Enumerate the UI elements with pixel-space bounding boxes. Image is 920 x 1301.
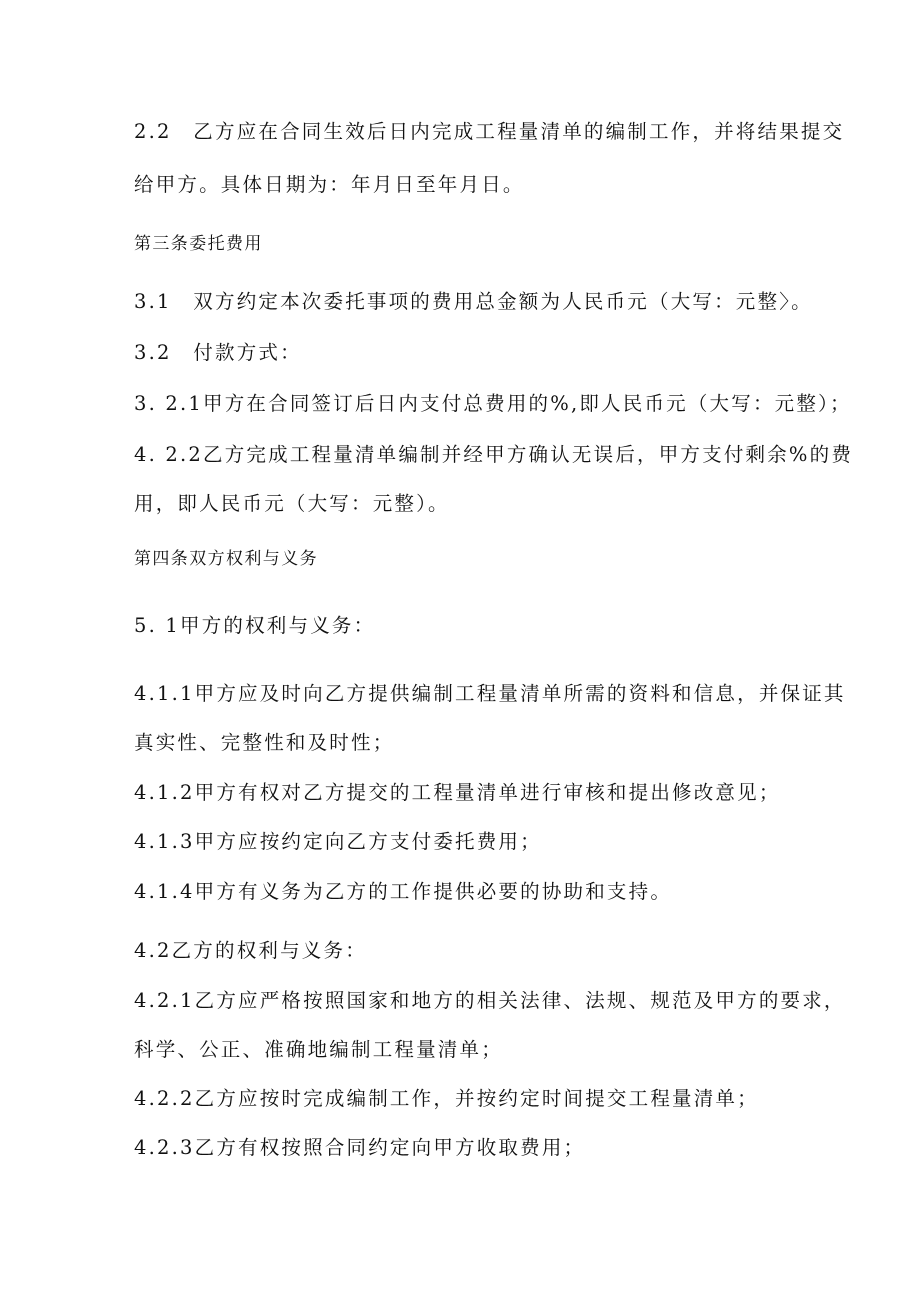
clause-4-2-2: 4.2.2乙方应按时完成编制工作，并按约定时间提交工程量清单；	[134, 1087, 759, 1110]
clause-2-2-line-2: 给甲方。具体日期为：年月日至年月日。	[134, 173, 525, 196]
clause-3-1: 3.1 双方约定本次委托事项的费用总金额为人民币元（大写：元整〉。	[134, 290, 813, 313]
article-3-heading: 第三条委托费用	[134, 234, 263, 254]
clause-4-1-heading: 5. 1甲方的权利与义务：	[134, 614, 376, 637]
clause-4-1-4: 4.1.4甲方有义务为乙方的工作提供必要的协助和支持。	[134, 880, 673, 903]
article-4-heading: 第四条双方权利与义务	[134, 549, 318, 569]
clause-3-2-2-line-2: 用，即人民币元（大写：元整）。	[134, 492, 450, 515]
clause-4-1-2: 4.1.2甲方有权对乙方提交的工程量清单进行审核和提出修改意见；	[134, 781, 781, 804]
clause-4-2-3: 4.2.3乙方有权按照合同约定向甲方收取费用；	[134, 1136, 586, 1159]
clause-4-2-1-line-2: 科学、公正、准确地编制工程量清单；	[134, 1038, 503, 1061]
clause-3-2-1: 3. 2.1甲方在合同签订后日内支付总费用的%,即人民币元（大写：元整）；	[134, 392, 852, 415]
clause-4-1-1-line-1: 4.1.1甲方应及时向乙方提供编制工程量清单所需的资料和信息，并保证其	[134, 682, 846, 705]
clause-3-2-2-line-1: 4. 2.2乙方完成工程量清单编制并经甲方确认无误后，甲方支付剩余%的费	[134, 443, 854, 466]
clause-4-1-3: 4.1.3甲方应按约定向乙方支付委托费用；	[134, 830, 542, 853]
clause-3-2: 3.2 付款方式：	[134, 341, 302, 364]
clause-4-2-heading: 4.2乙方的权利与义务：	[134, 939, 367, 962]
clause-4-2-1-line-1: 4.2.1乙方应严格按照国家和地方的相关法律、法规、规范及甲方的要求，	[134, 989, 846, 1012]
clause-4-1-1-line-2: 真实性、完整性和及时性；	[134, 731, 395, 754]
clause-2-2-line-1: 2.2 乙方应在合同生效后日内完成工程量清单的编制工作，并将结果提交	[134, 120, 845, 143]
